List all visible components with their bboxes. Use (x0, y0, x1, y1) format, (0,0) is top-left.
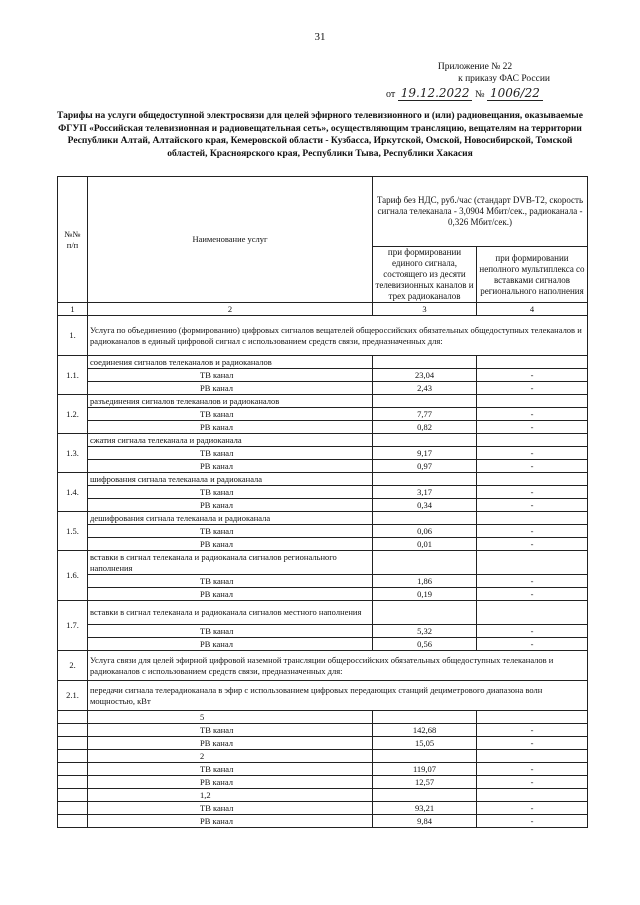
tariff-dash: - (477, 369, 588, 382)
item-empty (373, 395, 477, 408)
item-empty (373, 356, 477, 369)
power-kw: 5 (88, 711, 373, 724)
channel-label-rv: РВ канал (88, 460, 373, 473)
tariff-value-tv: 9,17 (373, 447, 477, 460)
channel-label-tv: ТВ канал (88, 408, 373, 421)
power-empty (58, 750, 88, 763)
section-text: Услуга связи для целей эфирной цифровой наземной трансляции общероссийских обязательных общедоступных телеканалов и радиоканалов с использованием средств связи, предназначенных для: (88, 651, 588, 681)
tariff-value-rv: 0,34 (373, 499, 477, 512)
tariff-value-rv: 9,84 (373, 815, 477, 828)
header-tariff: Тариф без НДС, руб./час (стандарт DVB-T2, скорость сигнала телеканала - 3,0904 Мбит/сек., радиоканала - 0,326 Мбит/сек.) (373, 177, 588, 247)
item-empty (477, 434, 588, 447)
from-label: от (386, 89, 396, 100)
item-empty (373, 473, 477, 486)
section-number: 2. (58, 651, 88, 681)
item-number: 1.1. (58, 356, 88, 395)
tariff-value-rv: 15,05 (373, 737, 477, 750)
item-empty (477, 395, 588, 408)
tariff-value-tv: 119,07 (373, 763, 477, 776)
power-kw: 2 (88, 750, 373, 763)
item-empty (477, 551, 588, 575)
channel-label-tv: ТВ канал (88, 369, 373, 382)
power-empty (58, 776, 88, 789)
power-empty (477, 789, 588, 802)
tariff-dash: - (477, 447, 588, 460)
item-number: 1.2. (58, 395, 88, 434)
channel-label-rv: РВ канал (88, 776, 373, 789)
item-text: вставки в сигнал телеканала и радиоканала сигналов местного наполнения (88, 601, 373, 625)
power-empty (373, 789, 477, 802)
section-number: 1. (58, 316, 88, 356)
subsection-text: передачи сигнала телерадиоканала в эфир с использованием цифровых передающих станций дециметрового диапазона волн мощностью, кВт (88, 681, 588, 711)
tariff-value-rv: 0,01 (373, 538, 477, 551)
tariff-value-tv: 0,06 (373, 525, 477, 538)
item-text: соединения сигналов телеканалов и радиоканалов (88, 356, 373, 369)
item-text: шифрования сигнала телеканала и радиоканала (88, 473, 373, 486)
item-empty (373, 512, 477, 525)
number-sign: № (474, 89, 485, 100)
power-empty (58, 815, 88, 828)
header-col3: при формировании единого сигнала, состоящего из десяти телевизионных каналов и трех радиоканалов (373, 247, 477, 303)
tariff-value-tv: 1,86 (373, 575, 477, 588)
header-number: №№ п/п (58, 177, 88, 303)
item-empty (477, 473, 588, 486)
tariff-dash: - (477, 421, 588, 434)
col-index-2: 2 (88, 303, 373, 316)
channel-label-rv: РВ канал (88, 421, 373, 434)
tariff-value-tv: 3,17 (373, 486, 477, 499)
tariff-dash: - (477, 486, 588, 499)
power-empty (373, 711, 477, 724)
tariff-dash: - (477, 408, 588, 421)
tariff-value-rv: 0,82 (373, 421, 477, 434)
tariff-value-rv: 0,56 (373, 638, 477, 651)
item-number: 1.4. (58, 473, 88, 512)
channel-label-tv: ТВ канал (88, 447, 373, 460)
channel-label-rv: РВ канал (88, 499, 373, 512)
item-empty (373, 601, 477, 625)
tariff-value-rv: 12,57 (373, 776, 477, 789)
channel-label-tv: ТВ канал (88, 525, 373, 538)
order-number: 1006/22 (487, 86, 543, 101)
tariff-value-tv: 5,32 (373, 625, 477, 638)
item-text: сжатия сигнала телеканала и радиоканала (88, 434, 373, 447)
channel-label-rv: РВ канал (88, 638, 373, 651)
channel-label-tv: ТВ канал (88, 802, 373, 815)
tariff-value-rv: 0,19 (373, 588, 477, 601)
tariff-dash: - (477, 538, 588, 551)
item-empty (477, 356, 588, 369)
annex-title: Приложение № 22 (437, 62, 513, 72)
channel-label-rv: РВ канал (88, 538, 373, 551)
order-date-line (386, 86, 576, 100)
channel-label-rv: РВ канал (88, 588, 373, 601)
channel-label-tv: ТВ канал (88, 625, 373, 638)
tariff-value-tv: 23,04 (373, 369, 477, 382)
power-empty (477, 750, 588, 763)
tariff-dash: - (477, 499, 588, 512)
tariff-dash: - (477, 802, 588, 815)
power-kw: 1,2 (88, 789, 373, 802)
subsection-number: 2.1. (58, 681, 88, 711)
channel-label-rv: РВ канал (88, 737, 373, 750)
tariff-dash: - (477, 525, 588, 538)
item-empty (477, 512, 588, 525)
channel-label-tv: ТВ канал (88, 763, 373, 776)
tariff-value-tv: 142,68 (373, 724, 477, 737)
annex-block (380, 61, 570, 85)
tariff-value-rv: 2,43 (373, 382, 477, 395)
channel-label-tv: ТВ канал (88, 575, 373, 588)
tariff-dash: - (477, 815, 588, 828)
tariff-dash: - (477, 638, 588, 651)
tariff-dash: - (477, 460, 588, 473)
channel-label-rv: РВ канал (88, 815, 373, 828)
tariff-dash: - (477, 776, 588, 789)
item-number: 1.6. (58, 551, 88, 601)
item-number: 1.5. (58, 512, 88, 551)
page-number: 31 (314, 31, 326, 43)
channel-label-rv: РВ канал (88, 382, 373, 395)
header-col4: при формировании неполного мультиплекса со вставками сигналов регионального наполнения (477, 247, 588, 303)
power-empty (58, 763, 88, 776)
item-text: разъединения сигналов телеканалов и радиоканалов (88, 395, 373, 408)
item-empty (373, 434, 477, 447)
section-text: Услуга по объединению (формированию) цифровых сигналов вещателей общероссийских обязательных общедоступных телеканалов и радиоканалов в единый цифровой сигнал с использованием средств связи, предназначенных для: (88, 316, 588, 356)
item-empty (477, 601, 588, 625)
tariff-dash: - (477, 763, 588, 776)
item-text: дешифрования сигнала телеканала и радиоканала (88, 512, 373, 525)
tariff-dash: - (477, 724, 588, 737)
power-empty (58, 802, 88, 815)
item-number: 1.3. (58, 434, 88, 473)
tariff-table (57, 176, 588, 828)
tariff-dash: - (477, 588, 588, 601)
order-date: 19.12.2022 (398, 86, 473, 101)
channel-label-tv: ТВ канал (88, 486, 373, 499)
tariff-value-rv: 0,97 (373, 460, 477, 473)
col-index-3: 3 (373, 303, 477, 316)
item-number: 1.7. (58, 601, 88, 651)
power-empty (58, 737, 88, 750)
channel-label-tv: ТВ канал (88, 724, 373, 737)
col-index-4: 4 (477, 303, 588, 316)
power-empty (477, 711, 588, 724)
power-empty (58, 789, 88, 802)
col-index-1: 1 (58, 303, 88, 316)
annex-order: к приказу ФАС России (458, 74, 550, 84)
tariff-dash: - (477, 737, 588, 750)
item-empty (373, 551, 477, 575)
header-service-name: Наименование услуг (88, 177, 373, 303)
item-text: вставки в сигнал телеканала и радиоканала сигналов регионального наполнения (88, 551, 373, 575)
tariff-value-tv: 93,21 (373, 802, 477, 815)
power-empty (58, 711, 88, 724)
document-title: Тарифы на услуги общедоступной электросвязи для целей эфирного телевизионного и (или) радиовещания, оказываемые ФГУП «Российская телевизионная и радиовещательная сеть», осуществляющим трансляцию, вещателям на территории Республики Алтай, Алтайского края, Кемеровской области - Кузбасса, Иркутской, Омской, Новосибирской, Томской областей, Красноярского края, Республики Тыва, Республики Хакасия (57, 111, 583, 159)
tariff-dash: - (477, 575, 588, 588)
tariff-value-tv: 7,77 (373, 408, 477, 421)
power-empty (58, 724, 88, 737)
tariff-dash: - (477, 625, 588, 638)
tariff-dash: - (477, 382, 588, 395)
power-empty (373, 750, 477, 763)
